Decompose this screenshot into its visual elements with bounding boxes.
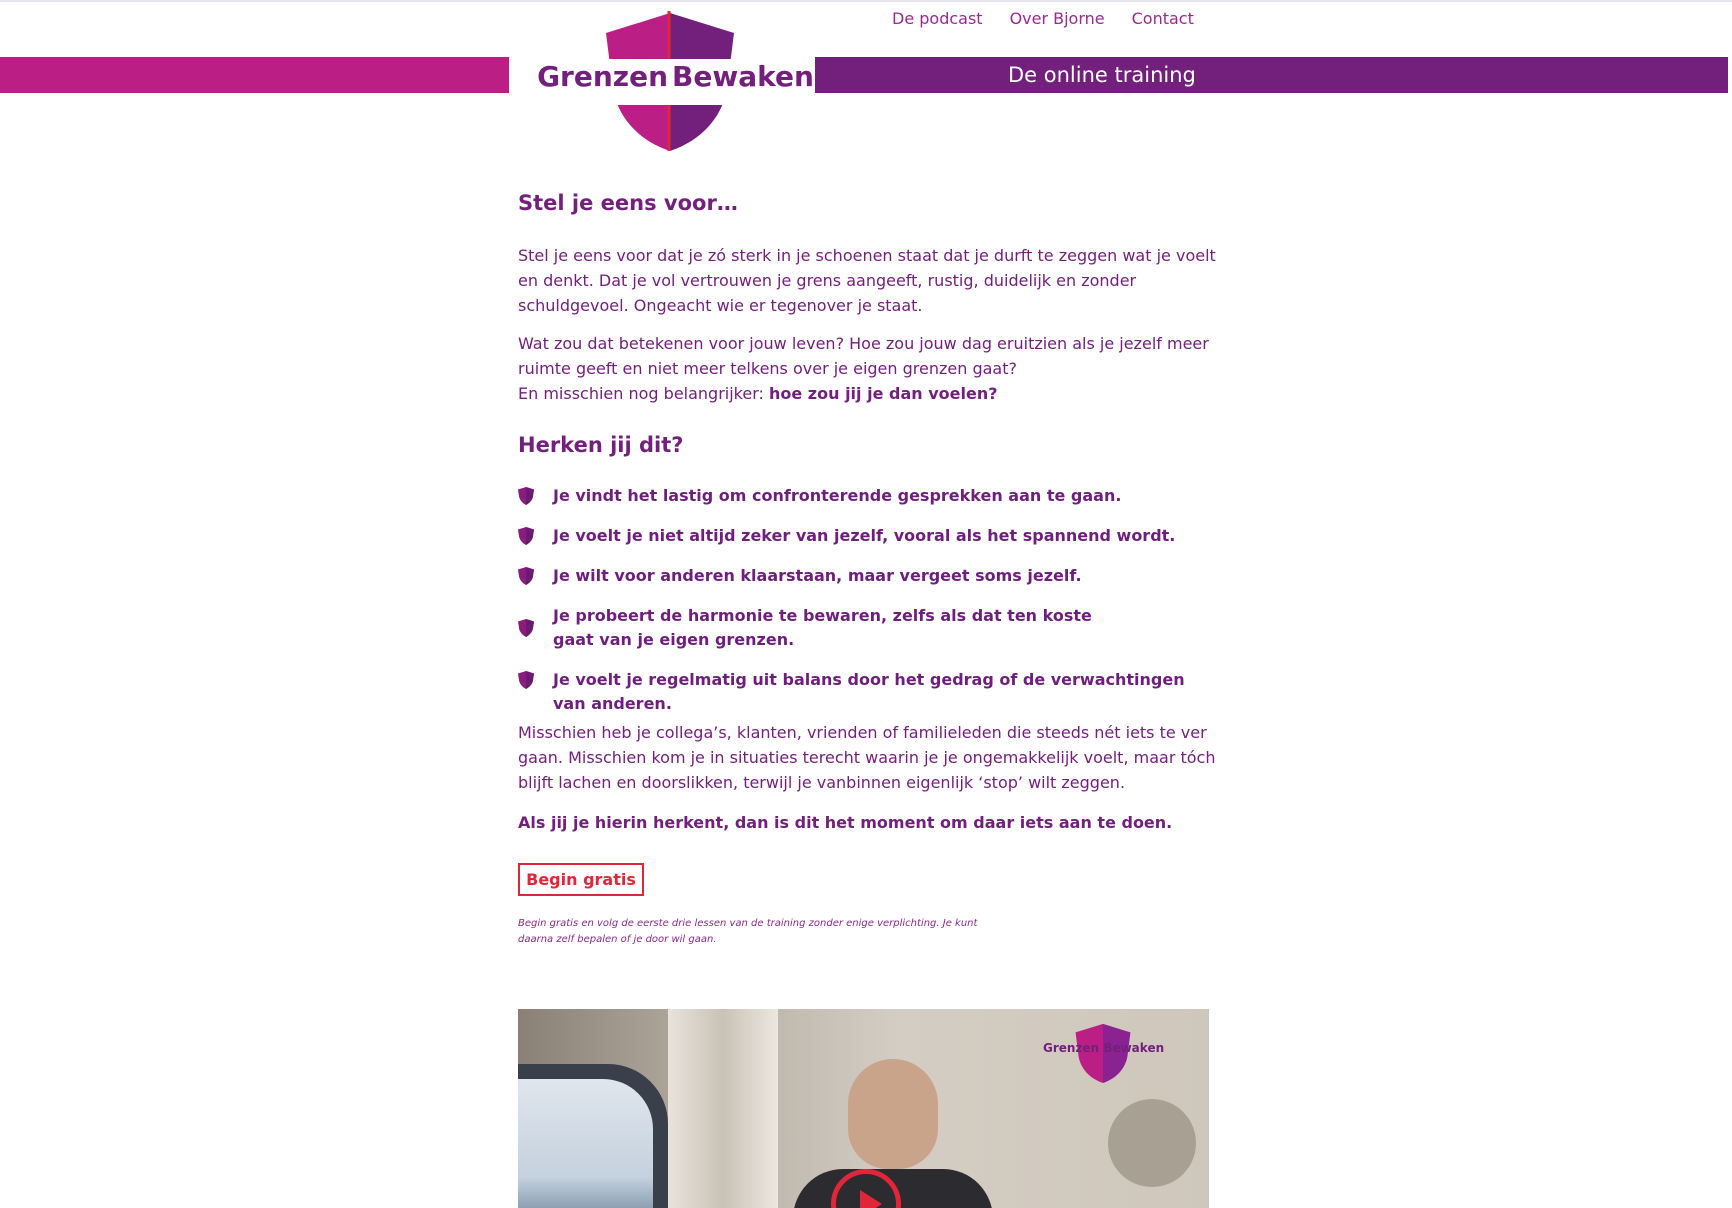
shield-bullet-icon bbox=[518, 527, 534, 545]
nav-link-podcast[interactable]: De podcast bbox=[892, 9, 983, 28]
video-watermark-logo bbox=[1043, 1023, 1163, 1083]
site-logo[interactable] bbox=[520, 8, 820, 152]
shield-bullet-icon bbox=[518, 619, 534, 637]
nav-link-contact[interactable]: Contact bbox=[1131, 9, 1194, 28]
intro-paragraph: Stel je eens voor dat je zó sterk in je schoenen staat dat je durft te zeggen wat je voelt en denkt. Dat je vol vertrouwen je grens aangeeft, rustig, duidelijk en zonder schuldgevoel. Ongeacht wie er tegenover je staat. bbox=[518, 246, 1216, 315]
intro-question-paragraph bbox=[518, 331, 1218, 406]
nav-link-over-bjorne[interactable]: Over Bjorne bbox=[1009, 9, 1105, 28]
list-item-text: Je vindt het lastig om confronterende gesprekken aan te gaan. bbox=[553, 486, 1122, 505]
situation-paragraph: Misschien heb je collega’s, klanten, vrienden of familieleden die steeds nét iets te ver gaan. Misschien kom je in situaties terecht waarin je je ongemakkelijk voelt, maar tóch blijft lachen en doorslikken, terwijl je vanbinnen eigenlijk ‘stop’ wilt zeggen. bbox=[518, 723, 1216, 792]
list-item-text: Je wilt voor anderen klaarstaan, maar vergeet soms jezelf. bbox=[553, 566, 1082, 585]
video-presenter-head bbox=[848, 1059, 938, 1169]
begin-gratis-note: Begin gratis en volg de eerste drie lessen van de training zonder enige verplichting. Je kunt daarna zelf bepalen of je door wil gaan. bbox=[518, 918, 978, 945]
shield-bullet-icon bbox=[518, 671, 534, 689]
shield-bullet-icon bbox=[518, 567, 534, 585]
recognize-heading: Herken jij dit? bbox=[518, 433, 684, 457]
list-item-text: Je probeert de harmonie te bewaren, zelfs als dat ten koste gaat van je eigen grenzen. bbox=[553, 606, 1092, 649]
list-item bbox=[518, 604, 1133, 652]
begin-gratis-button[interactable]: Begin gratis bbox=[518, 863, 644, 896]
intro-heading: Stel je eens voor… bbox=[518, 191, 738, 215]
header-band-label: De online training bbox=[1008, 63, 1196, 87]
list-item bbox=[518, 484, 1218, 508]
intro-question-prefix: En misschien nog belangrijker: bbox=[518, 384, 769, 403]
video-curtain bbox=[668, 1009, 778, 1208]
video-player[interactable] bbox=[518, 1009, 1209, 1208]
list-item bbox=[518, 564, 1218, 588]
logo-word-left: Grenzen bbox=[537, 60, 668, 93]
recognize-list bbox=[518, 484, 1218, 713]
video-alcove bbox=[1108, 1099, 1196, 1187]
list-item bbox=[518, 668, 1218, 713]
intro-question-text: Wat zou dat betekenen voor jouw leven? Hoe zou jouw dag eruitzien als je jezelf meer ruimte geeft en niet meer telkens over je eigen grenzen gaat? bbox=[518, 334, 1209, 378]
video-window-view bbox=[518, 1079, 653, 1208]
top-nav bbox=[892, 9, 1194, 28]
header-band-right bbox=[815, 57, 1728, 93]
call-to-action-text: Als jij je hierin herkent, dan is dit het moment om daar iets aan te doen. bbox=[518, 813, 1173, 832]
list-item bbox=[518, 524, 1218, 548]
header-band-left bbox=[0, 57, 509, 93]
shield-bullet-icon bbox=[518, 487, 534, 505]
intro-question-bold: hoe zou jij je dan voelen? bbox=[769, 384, 998, 403]
list-item-text: Je voelt je niet altijd zeker van jezelf, vooral als het spannend wordt. bbox=[553, 526, 1176, 545]
top-border bbox=[0, 0, 1732, 2]
video-watermark-text: Grenzen Bewaken bbox=[1043, 1041, 1165, 1055]
logo-word-right: Bewaken bbox=[672, 60, 814, 93]
list-item-text: Je voelt je regelmatig uit balans door het gedrag of de verwachtingen van anderen. bbox=[553, 670, 1185, 713]
